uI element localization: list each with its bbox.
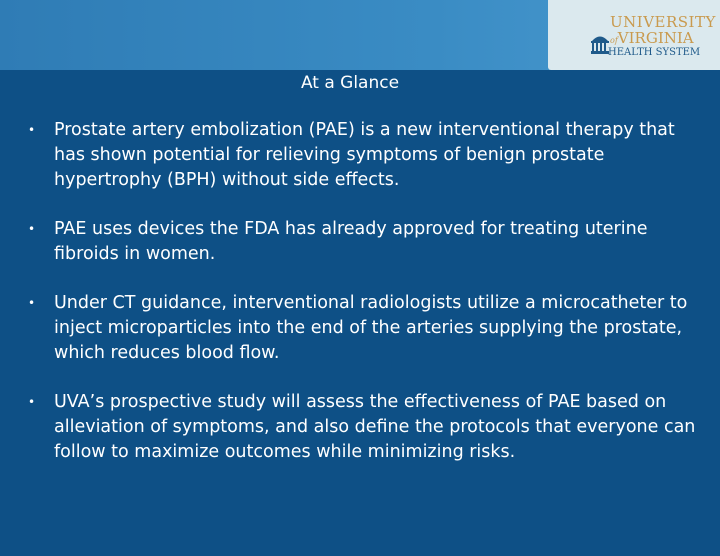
- bullet-marker: •: [28, 296, 36, 310]
- bullet-marker: •: [28, 395, 36, 409]
- bullet-text: Under CT guidance, interventional radiologists utilize a microcatheter to inject microparticles into the end of the arteries supplying the prostate, which reduces blood flow.: [54, 293, 688, 363]
- rotunda-icon: [591, 32, 609, 54]
- bullet-text: Prostate artery embolization (PAE) is a new interventional therapy that has shown potential for relieving symptoms of benign prostate hypertrophy (BPH) without side effects.: [54, 120, 675, 190]
- logo-virginia: ofVIRGINIA: [610, 29, 694, 47]
- logo-health-system: HEALTH SYSTEM: [608, 47, 701, 58]
- uva-health-logo: [548, 0, 720, 70]
- bullet-item: [28, 217, 708, 267]
- bullet-text: UVA’s prospective study will assess the effectiveness of PAE based on alleviation of symptoms, and also define the protocols that everyone can follow to maximize outcomes while minimizing risks.: [54, 392, 696, 462]
- bullet-marker: •: [28, 123, 36, 137]
- bullet-list: [28, 118, 708, 489]
- bullet-item: [28, 118, 708, 193]
- bullet-item: [28, 390, 708, 465]
- slide-title: At a Glance: [300, 73, 400, 93]
- bullet-marker: •: [28, 222, 36, 236]
- logo-university: UNIVERSITY: [610, 13, 716, 31]
- bullet-text: PAE uses devices the FDA has already approved for treating uterine fibroids in women.: [54, 219, 648, 264]
- bullet-item: [28, 291, 708, 366]
